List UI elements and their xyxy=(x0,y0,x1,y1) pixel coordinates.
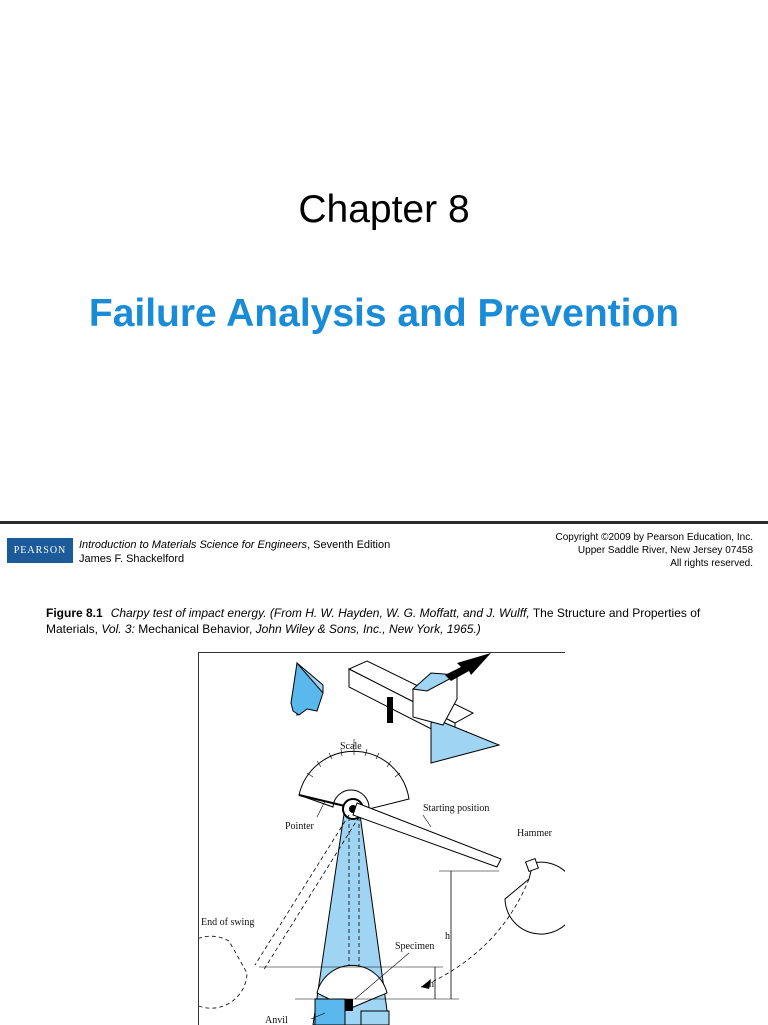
copyright-line-3: All rights reserved. xyxy=(670,558,753,569)
copyright-line-2: Upper Saddle River, New Jersey 07458 xyxy=(577,545,753,556)
impact-arrow-icon xyxy=(445,653,491,681)
footer-divider xyxy=(0,521,768,524)
caption-part-3: Vol. 3: xyxy=(101,622,135,636)
book-edition: , Seventh Edition xyxy=(307,539,391,551)
label-starting-position: Starting position xyxy=(423,803,490,814)
hammer-head xyxy=(505,862,565,934)
caption-part-5: John Wiley & Sons, Inc., New York, 1965.) xyxy=(255,622,481,636)
label-pointer: Pointer xyxy=(285,821,314,832)
slide-title: Failure Analysis and Prevention xyxy=(88,292,680,335)
anvil-block xyxy=(315,999,345,1025)
caption-part-4: Mechanical Behavior, xyxy=(134,622,256,636)
label-h-prime: h' xyxy=(429,979,436,990)
caption-part-2: The Structure and Properties of Materials, xyxy=(46,606,701,636)
charpy-figure xyxy=(198,652,565,1025)
pearson-logo xyxy=(7,538,73,563)
label-specimen: Specimen xyxy=(395,941,435,952)
chapter-heading: Chapter 8 xyxy=(298,188,470,231)
specimen-piece xyxy=(345,999,353,1011)
book-author: James F. Shackelford xyxy=(79,553,185,565)
charpy-diagram xyxy=(199,653,565,1025)
figure-number: Figure 8.1 xyxy=(46,606,103,620)
copyright-line-1: Copyright ©2009 by Pearson Education, Inc. xyxy=(555,532,753,543)
copyright-notice xyxy=(556,531,754,570)
label-end-of-swing: End of swing xyxy=(201,917,255,928)
label-anvil: Anvil xyxy=(265,1015,288,1025)
logo-text: PEARSON xyxy=(13,545,67,556)
specimen-notch xyxy=(387,697,393,723)
book-info xyxy=(79,538,390,566)
book-title: Introduction to Materials Science for Engineers xyxy=(79,539,308,551)
label-h: h xyxy=(445,931,450,942)
figure-caption xyxy=(46,605,736,637)
caption-part-1: Charpy test of impact energy. (From H. W. Hayden, W. G. Moffatt, and J. Wulff, xyxy=(110,606,530,620)
label-hammer: Hammer xyxy=(517,828,552,839)
pointer-leader xyxy=(317,801,325,817)
start-leader xyxy=(423,815,431,827)
end-swing-hammer xyxy=(199,936,247,1008)
right-anvil-block xyxy=(431,719,499,763)
label-scale: Scale xyxy=(340,741,362,752)
anvil-right xyxy=(361,1011,389,1025)
anvil-torn-edge xyxy=(291,663,323,715)
